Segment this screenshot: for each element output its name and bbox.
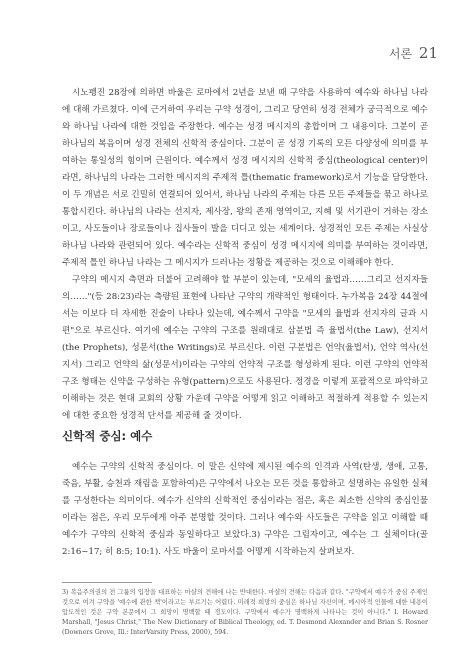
footnote-divider bbox=[62, 582, 152, 583]
paragraph-3: 예수는 구약의 신학적 중심이다. 이 말은 신약에 제시된 예수의 인격과 사역(탄생, 생애, 고통, 죽음, 부활, 승천과 재림을 포함하여)은 구약에서 나오는 모든 것을 통합하고 설명하는 유일한 실체를 구성한다는 의미이다. 예수가 신약의 신학적인 중심이라는 점은, 혹은 최소한 신약의 중심인물이라는 점은, 우리 모두에게 아주 분명할 것이다. 그러나 예수와 사도들은 구약을 읽고 이해할 때 예수가 구약의 신학적 중심과 동일하다고 보았다.3) 구약은 그림자이고, 예수는 그 실체이다(골 2:16~17; 히 8:5; 10:1). 사도 바울이 로마서를 어떻게 시작하는지 살펴보자. bbox=[62, 462, 428, 557]
body-text-bottom bbox=[62, 459, 428, 561]
running-header-section: 서론 bbox=[388, 47, 413, 61]
body-text-top bbox=[62, 85, 428, 425]
footnote: 3) 복음주의권의 전 그룹의 입장을 대표하는 마샬의 견해에 나는 반대한다. 마샬의 견해는 다음과 같다. "구약에서 예수가 중심 주제인 것으로 여겨 구약을 '예수에 관한 책'이라고는 부르기는 어렵다. 미래적 희망의 중심은 하나님 자신이며, 메시아적 인물에 대한 내용이 압도적인 것은 구약 본문에서 그 희망이 명백할 때 정도이다. 구약에서 예수가 명백하게 나타나는 것이 아니다." I. Howard Marshall, "Jesus Christ," The New Dictionary of Biblical Theology, ed. T. Desmond Alexander and Brian S. Rosner (Downers Grove, Ill.: InterVarsity Press, 2000), 594. bbox=[62, 589, 428, 636]
paragraph-2: 구약의 메시지 측면과 더불어 고려해야 할 부분이 있는데, "모세의 율법과……그리고 선지자들의……"(등 28:23)라는 측량된 표현에 나타난 구약의 개략적인 형태이다. 누가복음 24장 44절에서는 이보다 더 자세한 진술이 나타나 있는데, 예수께서 구약을 "모세의 율법과 선지자의 글과 시편"으로 부르신다. 여기에 예수는 구약의 구조를 원래대로 삼분법 즉 율법서(the Law), 선지서(the Prophets), 성문서(the Writings)로 부르신다. 이런 구분법은 언약(율법서), 언약 역사(선지서) 그리고 언약의 삶(성문서)이라는 구약의 언약적 구조를 형성하게 된다. 이런 구약의 언약적 구조 형태는 신약을 구성하는 유형(pattern)으로도 사용된다. 정경을 이렇게 포괄적으로 파악하고 이해하는 것은 현대 교회의 상황 가운데 구약을 어떻게 읽고 이해하고 적절하게 적용할 수 있는지에 대한 중요한 성경적 단서를 제공해 줄 것이다. bbox=[62, 275, 428, 421]
paragraph-1: 시노펭진 28장에 의하면 바울은 로마에서 2년을 보낸 때 구약을 사용하여 예수와 하나님 나라에 대해 가르쳤다. 이에 근거하여 우리는 구약 성경이, 그리고 당연히 성경 전체가 궁극적으로 예수와 하나님 나라에 대한 것임을 주장한다. 예수는 성경 메시지의 총합이며 그 내용이다. 그분이 곧 하나님의 복음이며 성경 전체의 신학적 중심이다. 그분이 곧 성경 기록의 모든 다양성에 의미를 부여하는 통일성의 힘이며 근원이다. 예수께서 성경 메시지의 신학적 중심(theological center)이라면, 하나님의 나라는 그러한 메시지의 주제적 틀(thematic framework)로서 기능을 담당한다. 이 두 개념은 서로 긴밀히 연결되어 있어서, 하나님 나라의 주제는 다른 모든 주제들을 묶고 하나로 통합시킨다. 하나님의 나라는 선지자, 제사장, 왕의 존재 영역이고, 지혜 및 서기관이 거하는 장소이고, 사도들이나 장로들이나 집사들이 발을 디디고 있는 세계이다. 성경적인 모든 주제는 사실상 하나님 나라와 관련되어 있다. 예수라는 신학적 중심이 성경 메시지에 의미를 부여하는 것이라면, 주제적 틀인 하나님 나라는 그 메시지가 드러나는 정황을 제공하는 것으로 이해해야 한다. bbox=[62, 88, 428, 268]
section-heading: 신학적 중심: 예수 bbox=[62, 429, 153, 443]
page-number: 21 bbox=[418, 44, 438, 62]
running-header bbox=[389, 44, 438, 62]
